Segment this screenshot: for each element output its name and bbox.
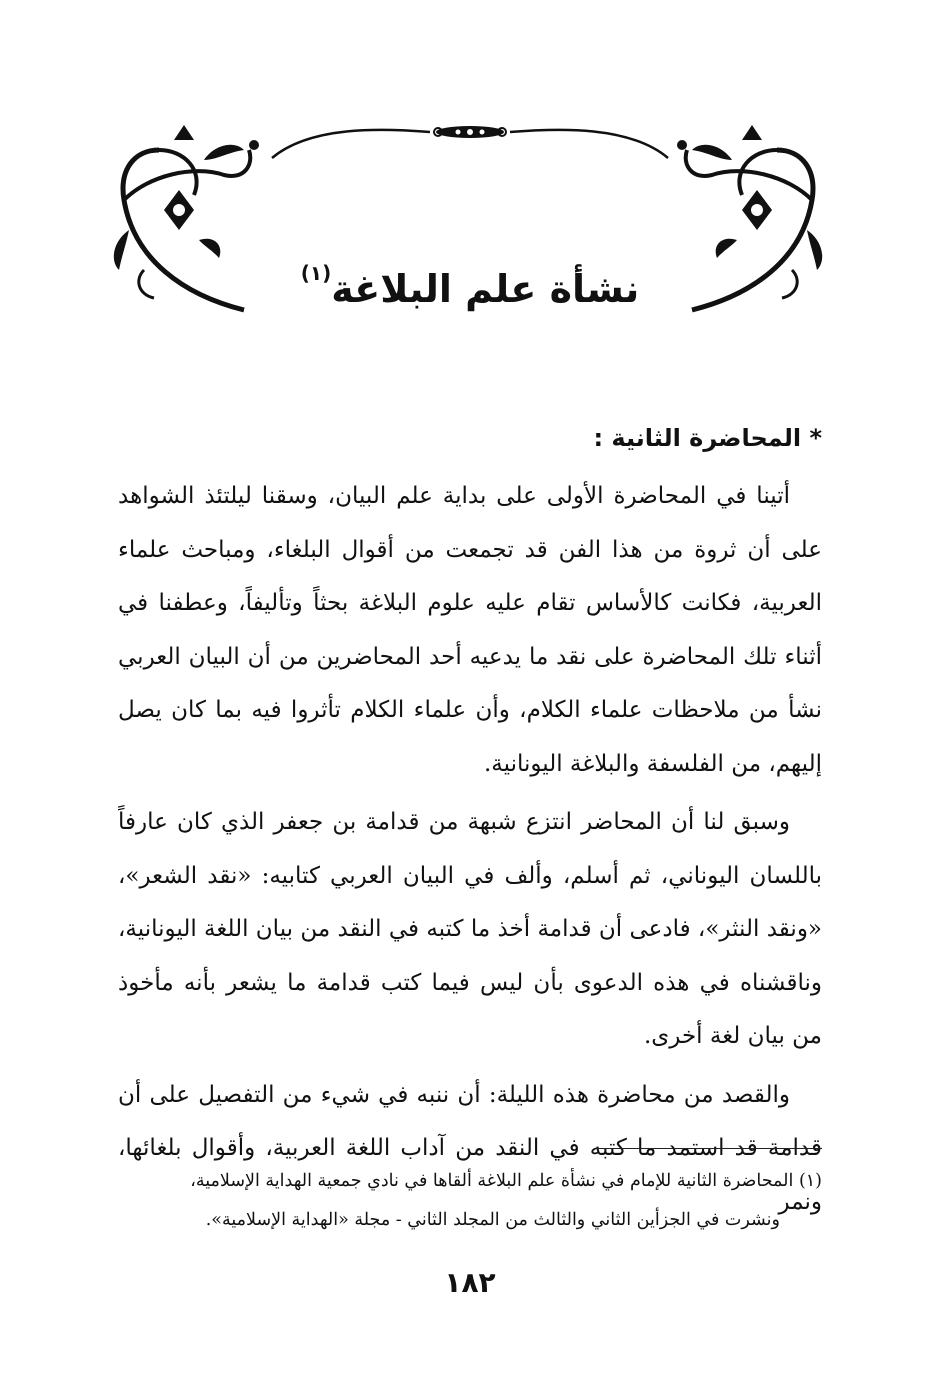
paragraph-2: وسبق لنا أن المحاضر انتزع شبهة من قدامة بن جعفر الذي كان عارفاً باللسان اليوناني، ثم أسلم، وألف في البيان العربي كتابيه: «نقد الشعر»، «ونقد النثر»، فادعى أن قدامة أخذ ما كتبه في النقد من بيان اللغة اليونانية، وناقشناه في هذه الدعوى بأن ليس فيما كتب قدامة ما يشعر بأنه مأخوذ من بيان لغة أخرى. bbox=[118, 809, 822, 1049]
chapter-title-text: نشأة علم البلاغة bbox=[331, 267, 640, 311]
footnote-number: (١) bbox=[798, 1171, 822, 1191]
section-heading: * المحاضرة الثانية : bbox=[593, 424, 822, 452]
body-text bbox=[118, 470, 822, 1234]
page-number: ١٨٢ bbox=[444, 1266, 496, 1299]
right-corner-ornament bbox=[672, 120, 832, 320]
footnote-line-1: المحاضرة الثانية للإمام في نشأة علم البلاغة ألقاها في نادي جمعية الهداية الإسلامية، bbox=[190, 1171, 794, 1191]
top-flourish-ornament bbox=[270, 118, 670, 168]
paragraph-1: أتينا في المحاضرة الأولى على بداية علم البيان، وسقنا ليلتئذ الشواهد على أن ثروة من هذا الفن قد تجمعت من أقوال البلغاء، ومباحث علماء العربية، فكانت كالأساس تقام عليه علوم البلاغة بحثاً وتأليفاً، وعطفنا في أثناء تلك المحاضرة على نقد ما يدعيه أحد المحاضرين من أن البيان العربي نشأ من ملاحظات علماء الكلام، وأن علماء الكلام تأثروا فيه بما كان يصل إليهم، من الفلسفة والبلاغة اليونانية. bbox=[118, 483, 822, 777]
footnote-divider bbox=[596, 1148, 822, 1149]
footnote-line-2: ونشرت في الجزأين الثاني والثالث من المجلد الثاني - مجلة «الهداية الإسلامية». bbox=[205, 1210, 780, 1230]
chapter-title bbox=[250, 238, 690, 324]
paragraph-3: والقصد من محاضرة هذه الليلة: أن ننبه في شيء من التفصيل على أن قدامة قد استمد ما كتبه في النقد من آداب اللغة العربية، وأقوال بلغائها، ونمر bbox=[118, 1081, 822, 1215]
title-footnote-ref: (١) bbox=[300, 261, 332, 285]
footnotes bbox=[118, 1162, 822, 1240]
left-corner-ornament bbox=[104, 120, 264, 320]
footnote-1 bbox=[118, 1162, 822, 1201]
